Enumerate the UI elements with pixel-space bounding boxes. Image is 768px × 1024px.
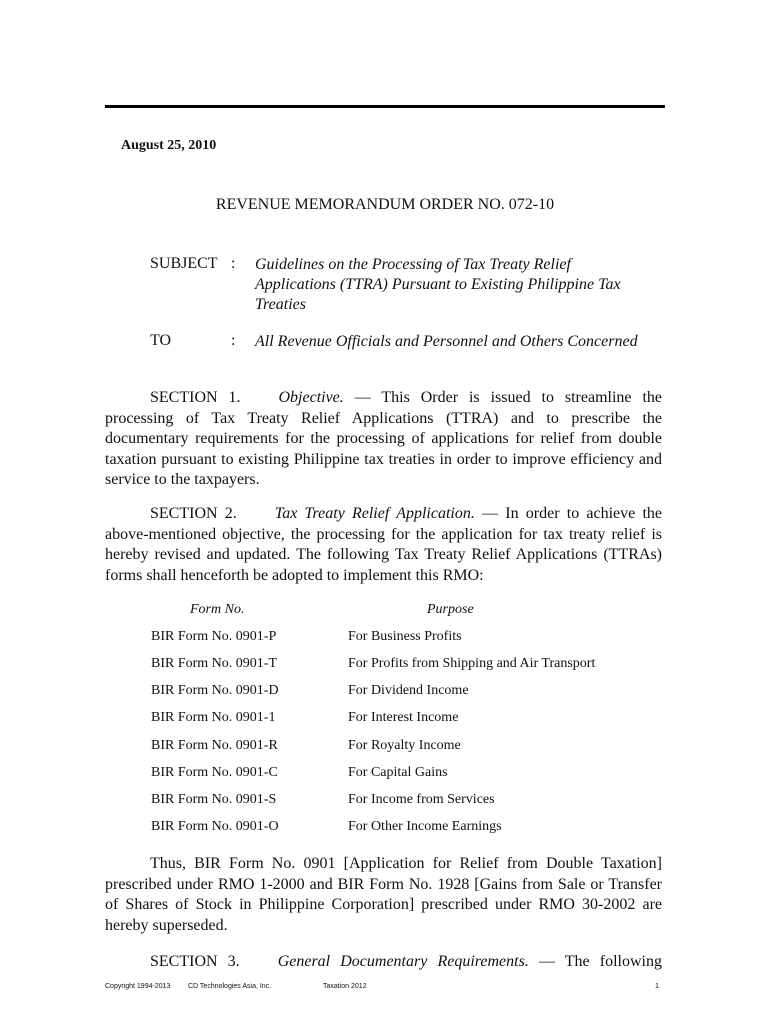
section-3-paragraph: [105, 952, 662, 973]
table-row-purpose: For Business Profits: [348, 629, 462, 644]
header-rule: [105, 105, 665, 108]
table-row-purpose: For Capital Gains: [348, 765, 448, 780]
subject-colon: :: [231, 255, 236, 272]
to-colon: :: [231, 332, 236, 349]
table-header-purpose: Purpose: [427, 602, 474, 617]
table-row-form: BIR Form No. 0901-S: [151, 792, 277, 807]
table-row-purpose: For Income from Services: [348, 792, 495, 807]
footer-company: CD Technologies Asia, Inc.: [188, 983, 272, 990]
section-3-number: SECTION 3.: [150, 953, 240, 970]
table-row-form: BIR Form No. 0901-P: [151, 629, 277, 644]
footer-collection: Taxation 2012: [323, 983, 367, 990]
table-row-purpose: For Profits from Shipping and Air Transport: [348, 656, 596, 671]
section-2-number: SECTION 2.: [150, 505, 237, 522]
table-row-purpose: For Dividend Income: [348, 683, 469, 698]
footer-copyright: Copyright 1994-2013: [105, 983, 171, 990]
table-header-form-no: Form No.: [190, 602, 245, 617]
section-2-heading: Tax Treaty Relief Application.: [274, 505, 475, 522]
table-row-form: BIR Form No. 0901-T: [151, 656, 277, 671]
table-row-form: BIR Form No. 0901-1: [151, 710, 276, 725]
superseded-paragraph: Thus, BIR Form No. 0901 [Application for Relief from Double Taxation] prescribed under RMO 1-2000 and BIR Form No. 1928 [Gains from Sale or Transfer of Shares of Stock in Philippine Corporation] prescribed under RMO 30-2002 are hereby superseded.: [105, 855, 662, 934]
footer-page-number: 1: [655, 983, 659, 990]
section-1-paragraph: [105, 388, 662, 491]
section-1-heading: Objective.: [278, 389, 344, 406]
table-row-purpose: For Royalty Income: [348, 738, 461, 753]
section-3-heading: General Documentary Requirements.: [277, 953, 529, 970]
subject-value: Guidelines on the Processing of Tax Treaty Relief Applications (TTRA) Pursuant to Existing Philippine Tax Treaties: [255, 256, 621, 313]
table-row-form: BIR Form No. 0901-O: [151, 819, 279, 834]
to-value: All Revenue Officials and Personnel and Others Concerned: [255, 333, 638, 350]
memo-title: REVENUE MEMORANDUM ORDER NO. 072-10: [215, 196, 555, 213]
table-row-form: BIR Form No. 0901-D: [151, 683, 279, 698]
table-row-purpose: For Other Income Earnings: [348, 819, 502, 834]
memo-date: August 25, 2010: [121, 138, 217, 153]
table-row-form: BIR Form No. 0901-C: [151, 765, 278, 780]
subject-label: SUBJECT: [150, 255, 218, 272]
table-row-form: BIR Form No. 0901-R: [151, 738, 278, 753]
section-3-text: — The following: [538, 953, 662, 970]
to-label: TO: [150, 332, 172, 349]
section-1-number: SECTION 1.: [150, 389, 241, 406]
table-row-purpose: For Interest Income: [348, 710, 459, 725]
section-1-text: — This Order is issued to streamline the processing of Tax Treaty Relief Applications (TTRA) and to prescribe the documentary requirements for the processing of applications for relief from double taxation pursuant to existing Philippine tax treaties in order to improve efficiency and service to the taxpayers.: [105, 389, 662, 488]
section-2-paragraph: [105, 504, 662, 586]
section-2-text: — In order to achieve the above-mentioned objective, the processing for the application for tax treaty relief is hereby revised and updated. The following Tax Treaty Relief Applications (TTRAs) forms shall henceforth be adopted to implement this RMO:: [105, 505, 663, 584]
